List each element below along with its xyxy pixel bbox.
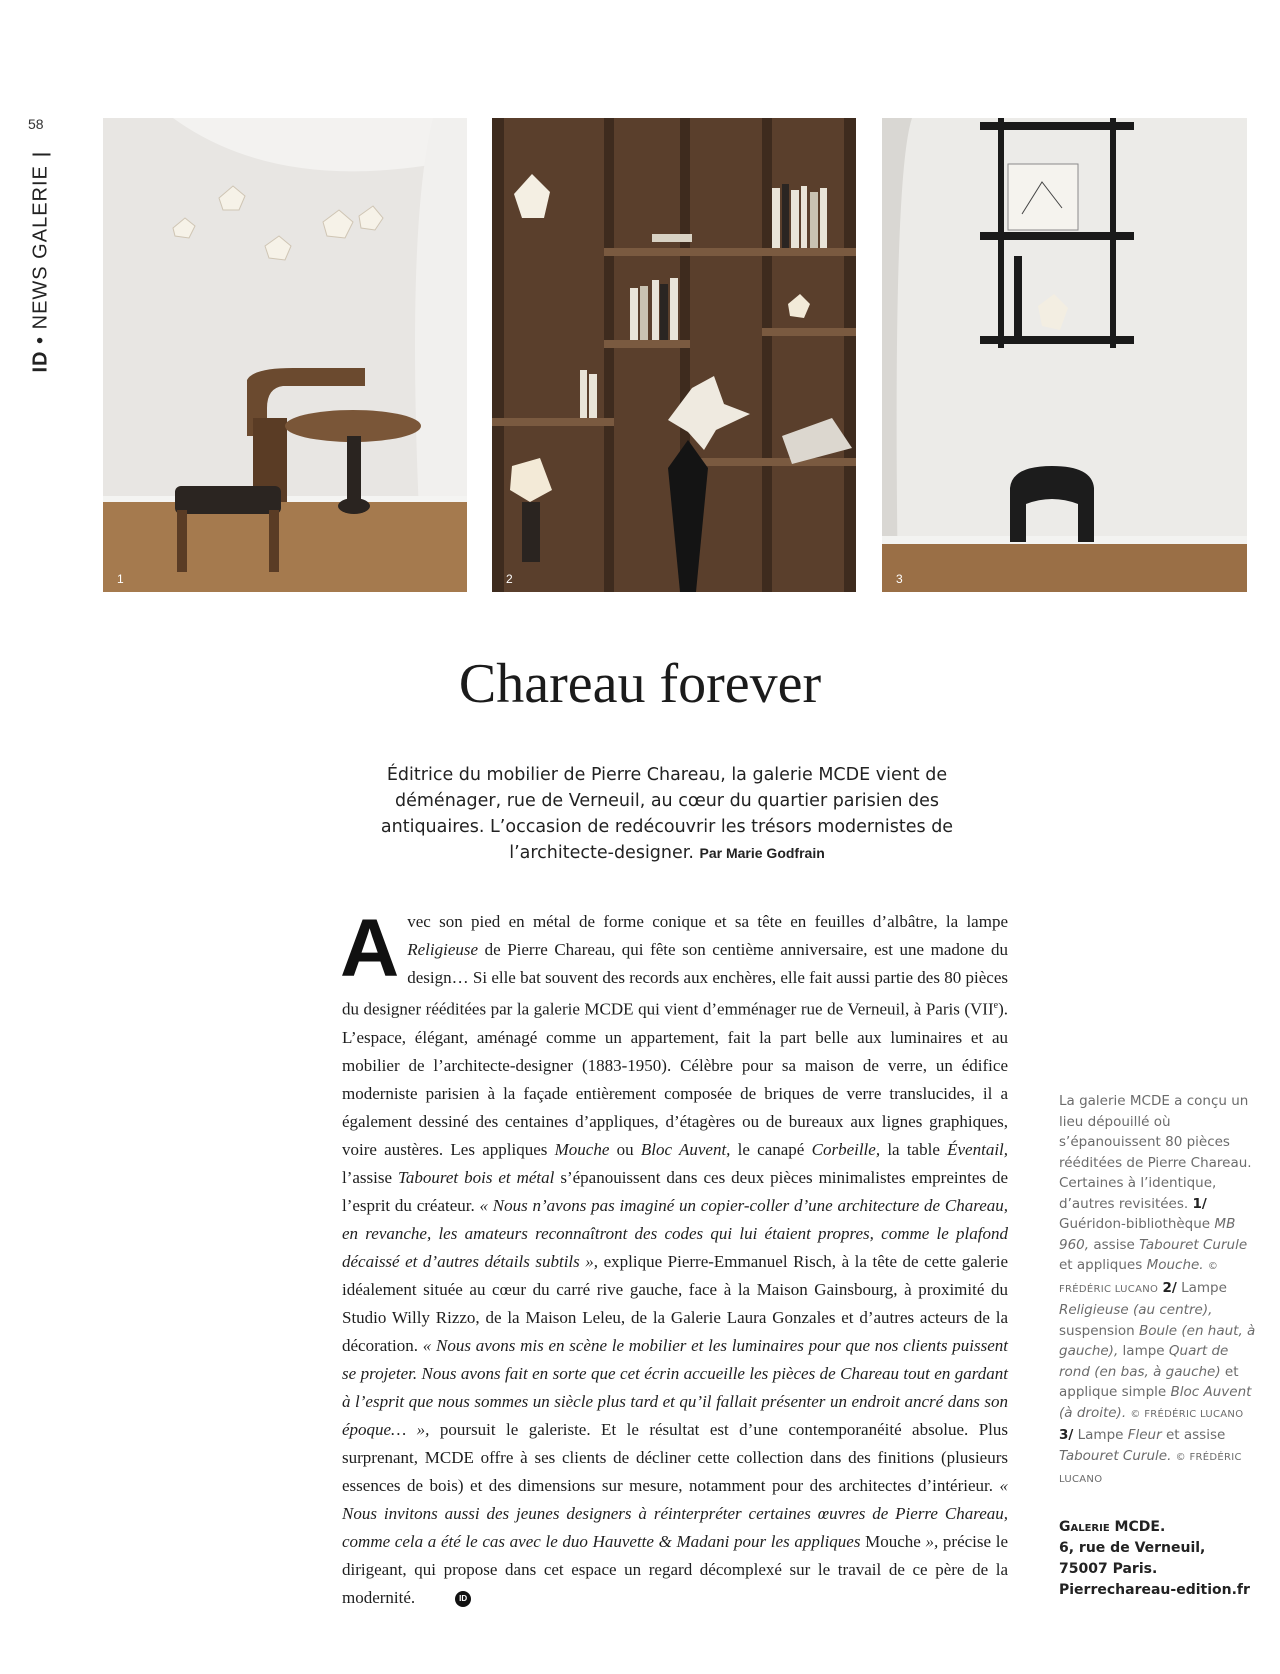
body-text: s’épanouissent dans ces deux pièces minimalistes empreintes de l’esprit du créateur.: [342, 1167, 1008, 1215]
body-text: l’assise: [342, 1167, 398, 1187]
body-italic: Religieuse: [407, 940, 479, 959]
photo-3-illustration: [882, 118, 1247, 592]
caption-number: 2/: [1162, 1279, 1177, 1296]
photo-credit: © FRÉDÉRIC LUCANO: [1130, 1408, 1244, 1420]
body-text: vec son pied en métal de forme conique et sa tête en feuilles d’albâtre, la lampe: [407, 912, 1008, 931]
body-text: explique Pierre-Emmanuel Risch, à la tête de cette galerie idéalement située au cœur du carré rive gauche, face à la Maison Gainsbourg, à proximité du Studio Willy Rizzo, de la Maison Leleu, de la Galerie Laura Gonzales et d’autres acteurs de la décoration.: [342, 1251, 1008, 1355]
article-body: [340, 903, 1009, 1612]
caption-number: 1/: [1192, 1195, 1207, 1212]
caption-text: assise: [1089, 1236, 1140, 1253]
website-link[interactable]: Pierrechareau-edition.fr: [1059, 1582, 1250, 1598]
photo-number: 1: [117, 572, 124, 586]
caption-number: 3/: [1059, 1427, 1074, 1443]
body-text: ). L’espace, élégant, aménagé comme un appartement, fait la part belle aux luminaires et au mobilier de l’architecte-designer (1883-1950). Célèbre pour sa maison de verre, un édifice moderniste parisien à la façade entièrement composée de briques de verre translucides, il a également dessiné des centaines d’appliques, d’étagères ou de bureaux aux lignes graphiques, voire austères. Les appliques: [342, 999, 1008, 1159]
running-head: [18, 116, 58, 376]
body-text: précise le dirigeant, qui propose dans cet espace un regard décomplexé sur le travail de ce père de la modernité.: [342, 1531, 1008, 1607]
photo-caption: [1059, 1091, 1259, 1491]
divider: [32, 153, 50, 155]
body-text: poursuit le galeriste. Et le résultat est d’une contemporanéité absolue. Plus surprenant, MCDE offre à ses clients de décliner cette collection dans des finitions (plusieurs essences de bois) et des dimensions sur mesure, notamment pour des architectes d’intérieur.: [342, 1419, 1008, 1495]
page-number: 58: [28, 116, 44, 132]
photo-3: [882, 118, 1247, 592]
quote: « Nous avons mis en scène le mobilier et les luminaires pour que nos clients puissent se projeter. Nous avons fait en sorte que cet écrin accueille les pièces de Chareau tout en gardant à l’esprit que nous sommes un siècle plus tard et qu’il fallait présenter un endroit ancré dans son époque… »,: [342, 1335, 1008, 1439]
caption-italic: Quart de rond (en bas, à gauche): [1059, 1343, 1229, 1380]
photo-credit: © FRÉDÉRIC LUCANO: [1059, 1261, 1219, 1295]
photo-credit: © FRÉDÉRIC LUCANO: [1059, 1451, 1242, 1485]
photo-2: [492, 118, 856, 592]
caption-italic: Bloc Auvent (à droite).: [1059, 1384, 1252, 1421]
byline: Par Marie Godfrain: [699, 845, 825, 861]
body-italic: Corbeille,: [811, 1139, 881, 1159]
body-text: le canapé: [730, 1139, 812, 1159]
caption-italic: Mouche.: [1146, 1257, 1204, 1273]
gallery-name: Galerie MCDE.: [1059, 1519, 1166, 1535]
caption-text: suspension: [1059, 1322, 1139, 1339]
caption-italic: Fleur: [1127, 1427, 1162, 1443]
body-italic: Tabouret bois et métal: [398, 1167, 555, 1187]
photo-number: 3: [896, 572, 903, 586]
caption-text: Guéridon-bibliothèque: [1059, 1216, 1215, 1232]
article-title: Chareau forever: [458, 653, 822, 715]
body-text: ou: [609, 1139, 641, 1159]
caption-text: Lampe: [1176, 1279, 1227, 1296]
caption-text: et appliques: [1059, 1257, 1147, 1273]
caption-intro: La galerie MCDE a conçu un lieu dépouillé où s’épanouissent 80 pièces rééditées de Pierre Chareau. Certaines à l’identique, d’autres revisitées.: [1059, 1093, 1252, 1212]
caption-text: et applique simple: [1059, 1363, 1239, 1400]
photo-1: [103, 118, 467, 592]
body-text: de Pierre Chareau, qui fête son centième anniversaire, est une madone du design… Si elle bat souvent des records aux enchères, elle fait aussi partie des 80 pièces du designer rééditées par la galerie MCDE qui vient d’emménager rue de Verneuil, à Paris (VII: [342, 940, 1008, 1019]
body-italic: Bloc Auvent,: [640, 1139, 731, 1159]
caption-italic: Boule (en haut, à gauche),: [1059, 1322, 1256, 1359]
street: 6, rue de Verneuil,: [1059, 1540, 1206, 1556]
body-italic: Mouche: [554, 1139, 610, 1159]
body-paragraph: [340, 903, 1009, 1612]
caption-text: Lampe: [1073, 1427, 1128, 1443]
quote: « Nous n’avons pas imaginé un copier-coller d’une architecture de Chareau, en revanche, les amateurs reconnaîtront des codes qui lui étaient propres, comme le plafond décaissé et d’autres détails subtils »,: [342, 1195, 1008, 1271]
section-label: ID • NEWS GALERIE: [30, 143, 53, 373]
caption-italic: MB 960,: [1059, 1216, 1236, 1253]
superscript: e: [993, 1000, 999, 1011]
quote: »,: [920, 1531, 939, 1551]
drop-cap: A: [340, 903, 400, 994]
caption-italic: Tabouret Curule.: [1059, 1447, 1172, 1464]
section-name: NEWS GALERIE: [29, 165, 52, 330]
photo-1-illustration: [103, 118, 467, 592]
caption-text: lampe: [1118, 1343, 1169, 1359]
magazine-name: ID: [29, 350, 52, 373]
photo-number: 2: [506, 572, 513, 586]
quote: « Nous invitons aussi des jeunes designers à réinterpréter certaines œuvres de Pierre Chareau, comme cela a été le cas avec le duo Hauvette & Madani pour les appliques: [342, 1475, 1008, 1551]
gallery-address: [1059, 1517, 1269, 1601]
article-lead: [372, 762, 962, 866]
body-italic: Éventail,: [947, 1139, 1009, 1159]
city: 75007 Paris.: [1059, 1561, 1158, 1577]
lead-text: Éditrice du mobilier de Pierre Chareau, la galerie MCDE vient de déménager, rue de Verneuil, au cœur du quartier parisien des antiquaires. L’occasion de redécouvrir les trésors modernistes de l’architecte-designer.: [380, 765, 954, 863]
photo-2-illustration: [492, 118, 856, 592]
id-end-mark-icon: ID: [455, 1591, 471, 1607]
caption-text: et assise: [1161, 1427, 1226, 1443]
body-text: Mouche: [860, 1531, 921, 1551]
caption-italic: Tabouret Curule: [1139, 1236, 1248, 1253]
caption-italic: Religieuse (au centre),: [1059, 1302, 1213, 1318]
body-text: la table: [880, 1139, 948, 1159]
